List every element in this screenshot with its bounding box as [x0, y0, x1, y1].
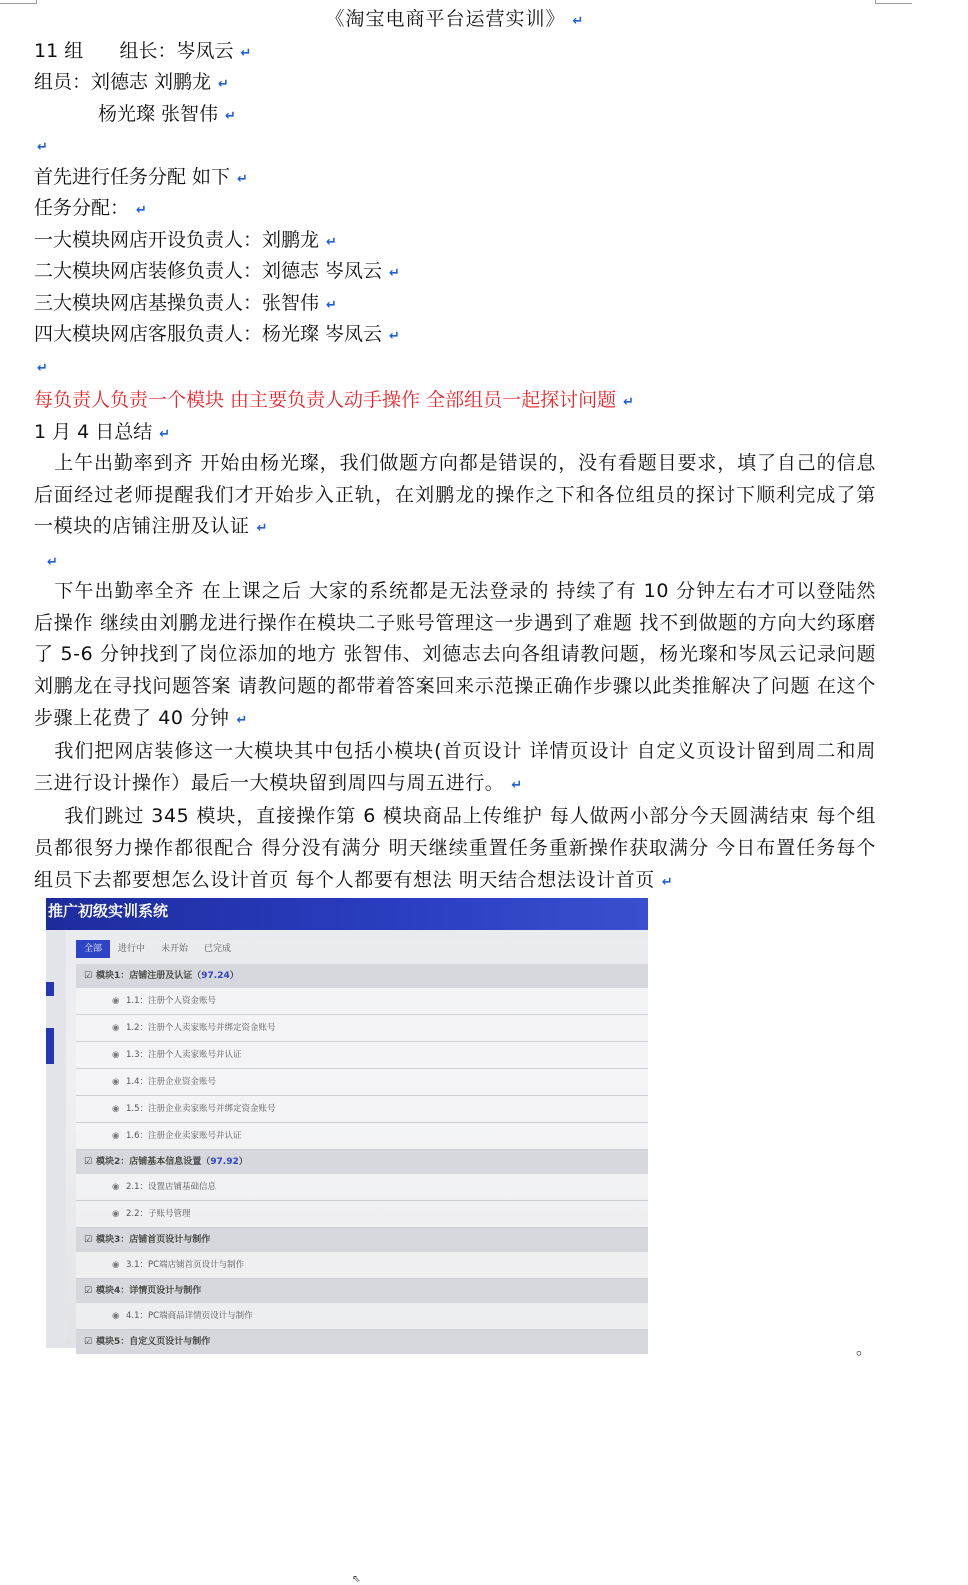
module-1-owner	[34, 225, 876, 257]
paragraph-afternoon	[34, 576, 876, 736]
eye-icon: ◉	[112, 1023, 120, 1033]
paragraph-mark-icon: ↵	[225, 108, 236, 124]
eye-icon: ◉	[112, 1050, 120, 1060]
task-intro	[34, 162, 876, 194]
module-5-label: 模块5：自定义页设计与制作	[96, 1337, 211, 1347]
module-list	[76, 964, 648, 1354]
paragraph-mark-icon: ↵	[159, 426, 171, 442]
paragraph-mark-icon: ↵	[37, 360, 48, 376]
paragraph-mark-icon: ↵	[389, 266, 400, 281]
mouse-cursor-icon: ⇖	[352, 1574, 361, 1585]
module-1-paren: ）	[229, 971, 239, 981]
list-item-label: 1.2：注册个人卖家账号并绑定资金账号	[126, 1023, 276, 1033]
module-4-header[interactable]	[76, 1279, 648, 1303]
paragraph-mark-icon: ↵	[47, 554, 58, 570]
paragraph-mark-icon: ↵	[136, 203, 147, 218]
list-item[interactable]	[76, 1042, 648, 1069]
members-line-2	[34, 99, 876, 131]
module-2-paren: ）	[238, 1157, 248, 1167]
eye-icon: ◉	[112, 1182, 120, 1192]
list-item-label: 1.6：注册企业卖家账号并认证	[126, 1131, 242, 1141]
paragraph-mark-icon: ↵	[218, 77, 229, 92]
task-label-text: 任务分配：	[34, 197, 130, 219]
list-item[interactable]	[76, 1015, 648, 1042]
paragraph-mark-icon: ↵	[256, 521, 269, 537]
group-line	[34, 36, 876, 68]
list-item[interactable]	[76, 1174, 648, 1201]
tab-in-progress[interactable]: 进行中	[118, 944, 146, 954]
checkbox-icon: ☑	[84, 1157, 93, 1167]
module-2-owner	[34, 256, 876, 288]
eye-icon: ◉	[112, 1311, 120, 1321]
module-3-text: 三大模块网店基操负责人：张智伟	[34, 291, 320, 314]
task-label	[34, 193, 876, 225]
tab-completed[interactable]: 已完成	[204, 944, 232, 954]
paragraph-morning	[34, 448, 876, 545]
list-item[interactable]	[76, 1252, 648, 1279]
paragraph-morning-text: 上午出勤率到齐 开始由杨光璨，我们做题方向都是错误的，没有看题目要求，填了自己的信息 后面经过老师提醒我们才开始步入正轨，在刘鹏龙的操作之下和各位组员的探讨下顺利完成了第一模块的店铺注册及认证	[34, 452, 876, 538]
empty-line	[34, 351, 876, 383]
photo-header: 推广初级实训系统	[46, 898, 648, 930]
tab-not-started[interactable]: 未开始	[161, 944, 189, 954]
list-item-label: 1.4：注册企业资金账号	[126, 1077, 217, 1087]
list-item-label: 3.1：PC端店铺首页设计与制作	[126, 1260, 245, 1270]
members-line-1-text: 组员：刘德志 刘鹏龙	[34, 71, 212, 93]
paragraph-mark-icon: ↵	[37, 140, 48, 155]
paragraph-decoration-text: 我们把网店装修这一大模块其中包括小模块(首页设计 详情页设计 自定义页设计留到周二和周三进行设计操作）最后一大模块留到周四与周五进行。	[34, 740, 876, 794]
module-1-header[interactable]	[76, 964, 648, 988]
checkbox-icon: ☑	[84, 1286, 93, 1296]
eye-icon: ◉	[112, 1077, 120, 1087]
paragraph-skip-modules	[34, 801, 876, 898]
list-item-label: 4.1：PC端商品详情页设计与制作	[126, 1311, 253, 1321]
red-note	[34, 385, 876, 417]
list-item[interactable]	[76, 1123, 648, 1150]
checkbox-icon: ☑	[84, 1337, 93, 1347]
paragraph-afternoon-text: 下午出勤率全齐 在上课之后 大家的系统都是无法登录的 持续了有 10 分钟左右才可以登陆然后操作 继续由刘鹏龙进行操作在模块二子账号管理这一步遇到了难题 找不到做题的方向大约琢磨了 5-6 分钟找到了岗位添加的地方 张智伟、刘德志去向各组请教问题，杨光璨和岑凤云记录问题 刘鹏龙在寻找问题答案 请教问题的都带着答案回来示范操正确作步骤以此类推解决了问题 在这个步骤上花费了 40 分钟	[34, 580, 876, 729]
checkbox-icon: ☑	[84, 971, 93, 981]
checkbox-icon: ☑	[84, 1235, 93, 1245]
sidebar-marker	[46, 1028, 54, 1064]
module-1-text: 一大模块网店开设负责人：刘鹏龙	[34, 228, 320, 251]
module-1-score: 97.24	[201, 971, 230, 981]
photo-tabs	[76, 940, 239, 958]
sidebar-marker	[46, 982, 54, 996]
module-2-label: 模块2：店铺基本信息设置（	[96, 1157, 211, 1167]
empty-line	[34, 130, 876, 162]
module-3-owner	[34, 288, 876, 320]
paragraph-mark-icon: ↵	[326, 297, 337, 313]
doc-title-text: 《淘宝电商平台运营实训》	[325, 8, 566, 30]
module-3-label: 模块3：店铺首页设计与制作	[96, 1235, 211, 1245]
eye-icon: ◉	[112, 996, 120, 1006]
module-2-text: 二大模块网店装修负责人：刘德志 岑凤云	[34, 260, 383, 282]
list-item-label: 2.1：设置店铺基础信息	[126, 1182, 217, 1192]
list-item[interactable]	[76, 1069, 648, 1096]
paragraph-mark-icon: ↵	[326, 234, 337, 250]
module-5-header[interactable]	[76, 1330, 648, 1354]
module-2-score: 97.92	[210, 1157, 239, 1167]
red-note-text: 每负责人负责一个模块 由主要负责人动手操作 全部组员一起探讨问题	[34, 389, 617, 411]
paragraph-mark-icon: ↵	[389, 329, 400, 344]
paragraph-mark-icon: ↵	[572, 14, 585, 29]
list-item[interactable]	[76, 1303, 648, 1330]
eye-icon: ◉	[112, 1209, 120, 1219]
tab-all[interactable]: 全部	[76, 940, 110, 958]
training-system-photo	[46, 898, 648, 1585]
paragraph-mark-icon: ↵	[236, 712, 248, 728]
module-2-header[interactable]	[76, 1150, 648, 1174]
eye-icon: ◉	[112, 1260, 120, 1270]
members-line-1	[34, 67, 876, 99]
module-1-label: 模块1：店铺注册及认证（	[96, 971, 202, 981]
list-item-label: 1.5：注册企业卖家账号并绑定资金账号	[126, 1104, 276, 1114]
list-item-label: 1.3：注册个人卖家账号并认证	[126, 1050, 242, 1060]
eye-icon: ◉	[112, 1104, 120, 1114]
paragraph-decoration-plan	[34, 736, 876, 801]
page-corner-right	[875, 0, 912, 4]
module-3-header[interactable]	[76, 1228, 648, 1252]
page-corner-left	[0, 0, 37, 4]
paragraph-mark-icon: ↵	[511, 777, 523, 793]
members-line-2-text: 杨光璨 张智伟	[98, 102, 219, 125]
list-item[interactable]	[76, 1096, 648, 1123]
list-item[interactable]	[76, 988, 648, 1015]
eye-icon: ◉	[112, 1131, 120, 1141]
paragraph-mark-icon: ↵	[237, 171, 248, 187]
module-4-text: 四大模块网店客服负责人：杨光璨 岑凤云	[34, 323, 383, 345]
list-item[interactable]	[76, 1201, 648, 1228]
document-body	[34, 4, 876, 898]
paragraph-mark-icon: ↵	[240, 45, 252, 61]
paragraph-skip-text: 我们跳过 345 模块，直接操作第 6 模块商品上传维护 每人做两小部分今天圆满结束 每个组员都很努力操作都很配合 得分没有满分 明天继续重置任务重新操作获取满分 今日布置任务每个组员下去都要想怎么设计首页 每个人都要有想法 明天结合想法设计首页	[34, 805, 876, 891]
list-item-label: 1.1：注册个人资金账号	[126, 996, 217, 1006]
paragraph-mark-icon: ↵	[623, 395, 634, 410]
paragraph-mark-icon: ↵	[661, 874, 674, 890]
task-intro-text: 首先进行任务分配 如下	[34, 165, 231, 188]
summary-date	[34, 417, 876, 449]
module-4-owner	[34, 319, 876, 351]
empty-line	[34, 545, 876, 577]
doc-title	[34, 4, 876, 36]
photo-sidebar	[46, 930, 66, 1348]
module-4-label: 模块4：详情页设计与制作	[96, 1286, 202, 1296]
summary-date-text: 1 月 4 日总结	[34, 420, 153, 443]
list-item-label: 2.2：子账号管理	[126, 1209, 191, 1219]
trailing-period: 。	[856, 1339, 873, 1358]
group-line-text: 11 组 组长：岑凤云	[34, 39, 234, 62]
